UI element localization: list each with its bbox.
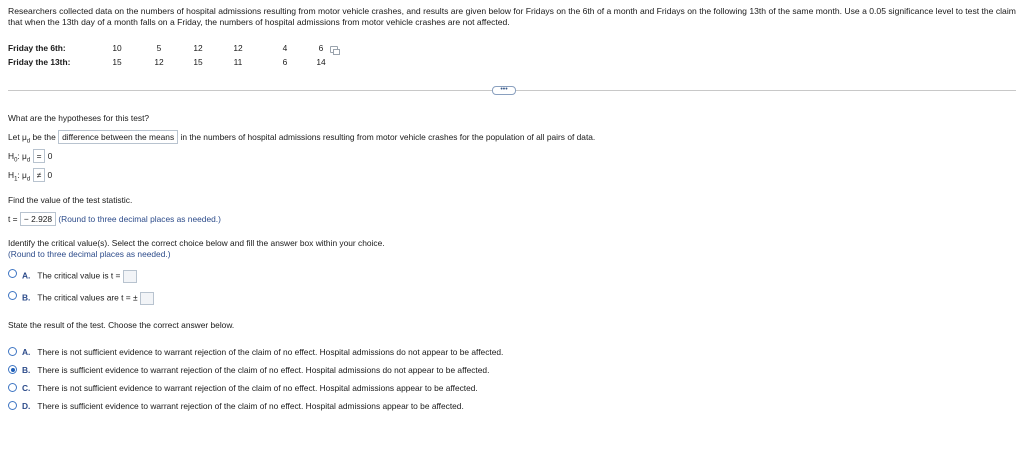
h0-mu-sub: d <box>26 157 31 164</box>
option-letter: A. <box>22 347 31 357</box>
conclusion-option-c-radio[interactable] <box>8 383 17 392</box>
option-letter: B. <box>22 292 31 303</box>
table-cell: 5 <box>156 43 162 53</box>
conclusion-option-c[interactable] <box>22 383 478 393</box>
critical-value-input[interactable] <box>123 270 137 283</box>
option-text: There is sufficient evidence to warrant rejection of the claim of no effect. Hospital admissions do not appear to be affected. <box>37 365 490 375</box>
conclusion-question: State the result of the test. Choose the correct answer below. <box>8 320 235 330</box>
expand-more-button[interactable]: ••• <box>492 86 516 95</box>
h1-operator-dropdown[interactable]: ≠ <box>33 168 46 182</box>
critical-option-a-radio[interactable] <box>8 269 17 278</box>
table-cell: 11 <box>233 57 243 67</box>
option-text: There is not sufficient evidence to warrant rejection of the claim of no effect. Hospital admissions do not appear to be affected. <box>37 347 504 357</box>
table-cell: 12 <box>233 43 243 53</box>
t-rounding-hint: (Round to three decimal places as needed.) <box>58 214 221 224</box>
conclusion-option-b[interactable] <box>22 365 489 375</box>
h0-operator-dropdown[interactable]: = <box>33 149 46 163</box>
copy-data-icon[interactable] <box>330 46 338 53</box>
table-cell: 10 <box>112 43 122 53</box>
option-text: There is not sufficient evidence to warrant rejection of the claim of no effect. Hospital admissions appear to be affected. <box>37 383 478 393</box>
critical-question: Identify the critical value(s). Select the correct choice below and fill the answer box within your choice. <box>8 238 385 248</box>
t-value-field[interactable]: − 2.928 <box>20 212 56 226</box>
h0-value: 0 <box>47 151 53 161</box>
table-cell: 15 <box>112 57 122 67</box>
option-letter: B. <box>22 365 31 375</box>
table-cell: 15 <box>193 57 203 67</box>
null-hypothesis <box>8 151 52 164</box>
t-label: t = <box>8 214 18 224</box>
critical-option-a[interactable] <box>22 270 137 283</box>
let-sub: d <box>26 138 31 145</box>
hypotheses-definition <box>8 132 595 145</box>
problem-intro: Researchers collected data on the numbers of hospital admissions resulting from motor vehicle crashes, and results are given below for Fridays on the 6th of a month and Fridays on the following 13th of the same month. Use a 0.05 significance level to test the claim that when the 13th day of a month falls on a Friday, the numbers of hospital admissions from motor vehicle crashes are not affected. <box>8 6 1016 27</box>
option-letter: A. <box>22 270 31 281</box>
h1-value: 0 <box>47 170 53 180</box>
option-text: The critical values are t = ± <box>37 292 138 303</box>
table-cell: 12 <box>193 43 203 53</box>
option-text: There is sufficient evidence to warrant rejection of the claim of no effect. Hospital admissions appear to be affected. <box>37 401 464 411</box>
hypotheses-question: What are the hypotheses for this test? <box>8 113 150 123</box>
option-text: The critical value is t = <box>37 270 121 281</box>
table-cell: 6 <box>282 57 288 67</box>
test-statistic-question: Find the value of the test statistic. <box>8 195 133 205</box>
option-letter: C. <box>22 383 31 393</box>
h1-mu-sub: d <box>26 176 31 183</box>
row-label-13th: Friday the 13th: <box>8 57 71 67</box>
conclusion-option-a[interactable] <box>22 347 503 357</box>
conclusion-option-b-radio[interactable] <box>8 365 17 374</box>
h0-sub: 0 <box>14 157 18 164</box>
option-letter: D. <box>22 401 31 411</box>
let-prefix: Let μ <box>8 132 27 142</box>
h0-label: H <box>8 151 15 161</box>
let-suffix: in the numbers of hospital admissions resulting from motor vehicle crashes for the population of all pairs of data. <box>180 132 596 142</box>
critical-option-b[interactable] <box>22 292 154 305</box>
h0-mu: : μ <box>17 151 27 161</box>
table-cell: 6 <box>318 43 324 53</box>
conclusion-option-d[interactable] <box>22 401 464 411</box>
conclusion-option-d-radio[interactable] <box>8 401 17 410</box>
parameter-dropdown[interactable]: difference between the means <box>58 130 178 144</box>
critical-option-b-radio[interactable] <box>8 291 17 300</box>
h1-label: H <box>8 170 15 180</box>
critical-values-input[interactable] <box>140 292 154 305</box>
table-cell: 14 <box>316 57 326 67</box>
row-label-6th: Friday the 6th: <box>8 43 66 53</box>
test-statistic-row <box>8 214 221 224</box>
table-cell: 4 <box>282 43 288 53</box>
h1-mu: : μ <box>17 170 27 180</box>
critical-hint: (Round to three decimal places as needed.) <box>8 249 171 259</box>
alt-hypothesis <box>8 170 52 183</box>
table-cell: 12 <box>154 57 164 67</box>
h1-sub: 1 <box>14 176 18 183</box>
let-be-the: be the <box>30 132 56 142</box>
conclusion-option-a-radio[interactable] <box>8 347 17 356</box>
